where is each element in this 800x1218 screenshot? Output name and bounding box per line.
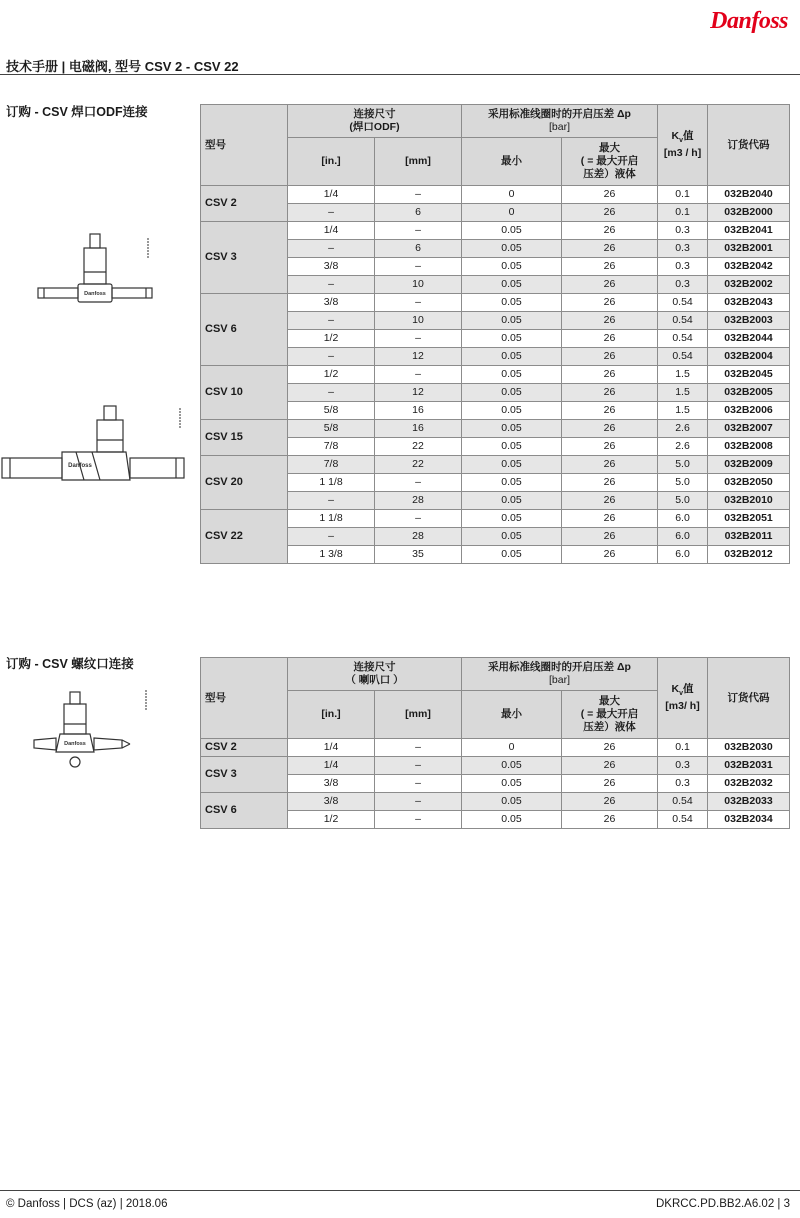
order-code-cell: 032B2010 (708, 492, 790, 510)
max-cell: 26 (562, 366, 658, 384)
in-cell: 7/8 (288, 438, 375, 456)
kv-cell: 0.3 (658, 276, 708, 294)
mm-cell: – (375, 294, 462, 312)
valve-brand-text: Danfoss (68, 463, 92, 469)
in-cell: 3/8 (288, 775, 375, 793)
table-row (201, 456, 790, 474)
header-kv-label: 值 (683, 682, 694, 695)
footer-divider (0, 1190, 800, 1191)
model-cell: CSV 6 (201, 793, 288, 829)
kv-cell: 0.1 (658, 739, 708, 757)
kv-cell: 0.54 (658, 312, 708, 330)
kv-cell: 5.0 (658, 492, 708, 510)
kv-cell: 0.1 (658, 186, 708, 204)
mm-cell: 16 (375, 402, 462, 420)
odf-ordering-table (200, 104, 790, 564)
min-cell: 0.05 (462, 258, 562, 276)
model-cell: CSV 22 (201, 510, 288, 564)
max-cell: 26 (562, 222, 658, 240)
in-cell: 1/2 (288, 811, 375, 829)
model-cell: CSV 3 (201, 222, 288, 294)
order-code-cell: 032B2032 (708, 775, 790, 793)
table-row (201, 384, 790, 402)
mm-cell: 6 (375, 204, 462, 222)
model-cell: CSV 20 (201, 456, 288, 510)
header-pressure-title: 采用标准线圈时的开启压差 Δp (488, 108, 631, 120)
table-row (201, 348, 790, 366)
header-kv-k: K (671, 682, 680, 695)
max-cell: 26 (562, 240, 658, 258)
min-cell: 0.05 (462, 348, 562, 366)
header-mm: [mm] (375, 138, 462, 186)
order-code-cell: 032B2000 (708, 204, 790, 222)
section-title-odf: 订购 - CSV 焊口ODF连接 (6, 105, 148, 119)
min-cell: 0.05 (462, 240, 562, 258)
drawing-reference-mark (176, 408, 184, 430)
mm-cell: 22 (375, 438, 462, 456)
table-row (201, 330, 790, 348)
footer-doc-code: DKRCC.PD.BB2.A6.02 | 3 (655, 1198, 790, 1210)
max-cell: 26 (562, 384, 658, 402)
min-cell: 0.05 (462, 438, 562, 456)
order-code-cell: 032B2044 (708, 330, 790, 348)
header-kv (658, 658, 708, 739)
header-connection (288, 105, 462, 138)
min-cell: 0.05 (462, 312, 562, 330)
min-cell: 0.05 (462, 276, 562, 294)
drawing-reference-mark (142, 690, 150, 712)
mm-cell: – (375, 757, 462, 775)
header-max-l2: ( = 最大开启 (580, 708, 639, 720)
order-code-cell: 032B2043 (708, 294, 790, 312)
min-cell: 0.05 (462, 384, 562, 402)
min-cell: 0 (462, 739, 562, 757)
min-cell: 0.05 (462, 510, 562, 528)
mm-cell: 28 (375, 492, 462, 510)
order-code-cell: 032B2051 (708, 510, 790, 528)
danfoss-logo: Danfoss (710, 8, 788, 34)
in-cell: – (288, 348, 375, 366)
header-max-l2: ( = 最大开启 (580, 155, 639, 167)
order-code-cell: 032B2040 (708, 186, 790, 204)
max-cell: 26 (562, 186, 658, 204)
kv-cell: 6.0 (658, 510, 708, 528)
kv-cell: 1.5 (658, 366, 708, 384)
header-min: 最小 (462, 138, 562, 186)
order-code-cell: 032B2050 (708, 474, 790, 492)
kv-cell: 0.54 (658, 330, 708, 348)
in-cell: 5/8 (288, 420, 375, 438)
in-cell: – (288, 240, 375, 258)
in-cell: – (288, 312, 375, 330)
max-cell: 26 (562, 438, 658, 456)
max-cell: 26 (562, 276, 658, 294)
mm-cell: 12 (375, 348, 462, 366)
table-row (201, 312, 790, 330)
order-code-cell: 032B2003 (708, 312, 790, 330)
max-cell: 26 (562, 456, 658, 474)
document-header: 技术手册 | 电磁阀, 型号 CSV 2 - CSV 22 (6, 59, 239, 74)
kv-cell: 6.0 (658, 528, 708, 546)
table-row (201, 739, 790, 757)
max-cell: 26 (562, 739, 658, 757)
mm-cell: – (375, 258, 462, 276)
odf-valve-large-illustration (0, 404, 195, 500)
header-max-l1: 最大 (599, 695, 620, 707)
mm-cell: – (375, 775, 462, 793)
valve-brand-text: Danfoss (64, 741, 86, 747)
max-cell: 26 (562, 294, 658, 312)
min-cell: 0.05 (462, 222, 562, 240)
kv-cell: 0.54 (658, 294, 708, 312)
header-max (562, 691, 658, 739)
kv-cell: 2.6 (658, 438, 708, 456)
header-connection-type: （ 喇叭口 ） (345, 674, 404, 686)
min-cell: 0 (462, 204, 562, 222)
table-row (201, 757, 790, 775)
in-cell: – (288, 492, 375, 510)
mm-cell: 28 (375, 528, 462, 546)
table-row (201, 775, 790, 793)
model-cell: CSV 2 (201, 739, 288, 757)
order-code-cell: 032B2011 (708, 528, 790, 546)
flare-valve-illustration (30, 690, 140, 772)
in-cell: 3/8 (288, 294, 375, 312)
kv-cell: 0.54 (658, 348, 708, 366)
kv-cell: 5.0 (658, 474, 708, 492)
mm-cell: – (375, 366, 462, 384)
max-cell: 26 (562, 811, 658, 829)
kv-cell: 0.54 (658, 793, 708, 811)
max-cell: 26 (562, 348, 658, 366)
order-code-cell: 032B2008 (708, 438, 790, 456)
header-kv-unit: [m3 / h] (663, 147, 702, 160)
min-cell: 0.05 (462, 420, 562, 438)
model-cell: CSV 3 (201, 757, 288, 793)
flare-ordering-table (200, 657, 790, 829)
kv-cell: 0.3 (658, 222, 708, 240)
header-kv (658, 105, 708, 186)
table-row (201, 420, 790, 438)
mm-cell: – (375, 811, 462, 829)
header-pressure-unit: [bar] (549, 674, 571, 686)
kv-cell: 5.0 (658, 456, 708, 474)
kv-cell: 1.5 (658, 402, 708, 420)
max-cell: 26 (562, 258, 658, 276)
in-cell: 5/8 (288, 402, 375, 420)
mm-cell: 22 (375, 456, 462, 474)
min-cell: 0.05 (462, 402, 562, 420)
in-cell: 1 1/8 (288, 510, 375, 528)
min-cell: 0.05 (462, 793, 562, 811)
footer-copyright: © Danfoss | DCS (az) | 2018.06 (6, 1198, 168, 1210)
mm-cell: – (375, 474, 462, 492)
in-cell: 1/4 (288, 757, 375, 775)
header-pressure (462, 658, 658, 691)
in-cell: 1/4 (288, 186, 375, 204)
min-cell: 0.05 (462, 775, 562, 793)
header-model: 型号 (201, 105, 288, 186)
table-row (201, 204, 790, 222)
mm-cell: – (375, 739, 462, 757)
in-cell: 7/8 (288, 456, 375, 474)
mm-cell: 10 (375, 312, 462, 330)
header-in: [in.] (288, 138, 375, 186)
min-cell: 0.05 (462, 330, 562, 348)
table-row (201, 438, 790, 456)
in-cell: – (288, 204, 375, 222)
kv-cell: 2.6 (658, 420, 708, 438)
mm-cell: 16 (375, 420, 462, 438)
in-cell: 1 1/8 (288, 474, 375, 492)
order-code-cell: 032B2002 (708, 276, 790, 294)
max-cell: 26 (562, 330, 658, 348)
in-cell: – (288, 528, 375, 546)
table-row (201, 510, 790, 528)
min-cell: 0.05 (462, 492, 562, 510)
min-cell: 0.05 (462, 757, 562, 775)
in-cell: – (288, 384, 375, 402)
model-cell: CSV 10 (201, 366, 288, 420)
header-mm: [mm] (375, 691, 462, 739)
order-code-cell: 032B2005 (708, 384, 790, 402)
in-cell: 1/4 (288, 739, 375, 757)
header-order-code: 订货代码 (708, 658, 790, 739)
in-cell: 1/4 (288, 222, 375, 240)
header-max (562, 138, 658, 186)
in-cell: 1/2 (288, 330, 375, 348)
max-cell: 26 (562, 757, 658, 775)
order-code-cell: 032B2009 (708, 456, 790, 474)
header-min: 最小 (462, 691, 562, 739)
header-kv-label: 值 (683, 129, 694, 142)
in-cell: – (288, 276, 375, 294)
header-connection (288, 658, 462, 691)
kv-cell: 0.54 (658, 811, 708, 829)
header-kv-unit: [m3/ h] (665, 700, 700, 713)
header-kv-sub: v (679, 690, 684, 698)
min-cell: 0 (462, 186, 562, 204)
in-cell: 3/8 (288, 258, 375, 276)
order-code-cell: 032B2045 (708, 366, 790, 384)
table-row (201, 366, 790, 384)
kv-cell: 0.3 (658, 757, 708, 775)
mm-cell: – (375, 330, 462, 348)
max-cell: 26 (562, 204, 658, 222)
order-code-cell: 032B2030 (708, 739, 790, 757)
header-max-l3: 压差）液体 (583, 721, 636, 733)
min-cell: 0.05 (462, 456, 562, 474)
kv-cell: 6.0 (658, 546, 708, 564)
header-order-code: 订货代码 (708, 105, 790, 186)
max-cell: 26 (562, 775, 658, 793)
order-code-cell: 032B2006 (708, 402, 790, 420)
header-connection-title: 连接尺寸 (353, 661, 396, 673)
mm-cell: – (375, 222, 462, 240)
in-cell: 1/2 (288, 366, 375, 384)
max-cell: 26 (562, 312, 658, 330)
mm-cell: – (375, 793, 462, 811)
kv-cell: 0.1 (658, 204, 708, 222)
order-code-cell: 032B2031 (708, 757, 790, 775)
model-cell: CSV 2 (201, 186, 288, 222)
header-divider (0, 74, 800, 75)
min-cell: 0.05 (462, 528, 562, 546)
min-cell: 0.05 (462, 546, 562, 564)
section-title-flare: 订购 - CSV 螺纹口连接 (6, 657, 134, 671)
table-row (201, 811, 790, 829)
table-row (201, 258, 790, 276)
drawing-reference-mark (144, 238, 152, 260)
in-cell: 1 3/8 (288, 546, 375, 564)
order-code-cell: 032B2012 (708, 546, 790, 564)
header-kv-sub: v (679, 137, 684, 145)
kv-cell: 0.3 (658, 775, 708, 793)
table-row (201, 546, 790, 564)
min-cell: 0.05 (462, 811, 562, 829)
order-code-cell: 032B2034 (708, 811, 790, 829)
table-row (201, 492, 790, 510)
mm-cell: 10 (375, 276, 462, 294)
order-code-cell: 032B2007 (708, 420, 790, 438)
table-row (201, 294, 790, 312)
table-row (201, 186, 790, 204)
min-cell: 0.05 (462, 366, 562, 384)
max-cell: 26 (562, 492, 658, 510)
max-cell: 26 (562, 510, 658, 528)
table-row (201, 276, 790, 294)
order-code-cell: 032B2042 (708, 258, 790, 276)
max-cell: 26 (562, 528, 658, 546)
header-kv-k: K (671, 129, 680, 142)
mm-cell: – (375, 186, 462, 204)
table-row (201, 402, 790, 420)
min-cell: 0.05 (462, 294, 562, 312)
header-pressure-unit: [bar] (549, 121, 571, 133)
valve-brand-text: Danfoss (84, 291, 106, 297)
order-code-cell: 032B2041 (708, 222, 790, 240)
table-row (201, 474, 790, 492)
max-cell: 26 (562, 793, 658, 811)
order-code-cell: 032B2001 (708, 240, 790, 258)
mm-cell: 6 (375, 240, 462, 258)
header-pressure-title: 采用标准线圈时的开启压差 Δp (488, 661, 631, 673)
model-cell: CSV 6 (201, 294, 288, 366)
order-code-cell: 032B2033 (708, 793, 790, 811)
header-connection-type: (焊口ODF) (349, 121, 400, 133)
table-row (201, 240, 790, 258)
header-connection-title: 连接尺寸 (353, 108, 396, 120)
model-cell: CSV 15 (201, 420, 288, 456)
mm-cell: 35 (375, 546, 462, 564)
max-cell: 26 (562, 474, 658, 492)
max-cell: 26 (562, 420, 658, 438)
header-pressure (462, 105, 658, 138)
in-cell: 3/8 (288, 793, 375, 811)
max-cell: 26 (562, 546, 658, 564)
mm-cell: 12 (375, 384, 462, 402)
kv-cell: 1.5 (658, 384, 708, 402)
header-max-l1: 最大 (599, 142, 621, 154)
table-row (201, 528, 790, 546)
mm-cell: – (375, 510, 462, 528)
header-max-l3: 压差）液体 (583, 168, 636, 180)
kv-cell: 0.3 (658, 240, 708, 258)
header-model: 型号 (201, 658, 288, 739)
table-row (201, 793, 790, 811)
min-cell: 0.05 (462, 474, 562, 492)
table-row (201, 222, 790, 240)
header-in: [in.] (288, 691, 375, 739)
kv-cell: 0.3 (658, 258, 708, 276)
max-cell: 26 (562, 402, 658, 420)
order-code-cell: 032B2004 (708, 348, 790, 366)
